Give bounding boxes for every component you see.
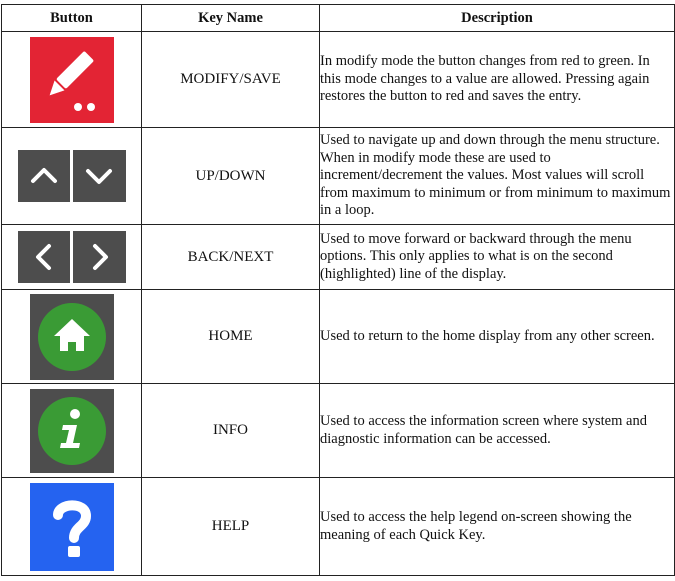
table-row: [2, 225, 675, 290]
table-row: [2, 290, 675, 384]
header-button: Button: [2, 5, 142, 32]
key-name-cell: HOME: [142, 290, 320, 384]
table-row: [2, 478, 675, 576]
description-cell: Used to access the information screen where system and diagnostic information can be accessed.: [320, 384, 675, 478]
quick-keys-table: [1, 4, 675, 576]
pencil-icon: [30, 37, 114, 123]
table-row: [2, 384, 675, 478]
description-cell: Used to move forward or backward through the menu options. This only applies to what is on the second (highlighted) line of the display.: [320, 225, 675, 290]
key-name-cell: MODIFY/SAVE: [142, 32, 320, 128]
up-down-chevron-icons: [18, 150, 126, 202]
button-cell: [2, 290, 142, 384]
table-row: [2, 32, 675, 128]
button-cell: [2, 225, 142, 290]
header-row: [2, 5, 675, 32]
key-name-cell: INFO: [142, 384, 320, 478]
button-cell: [2, 384, 142, 478]
button-cell: [2, 32, 142, 128]
description-cell: Used to return to the home display from any other screen.: [320, 290, 675, 384]
description-cell: Used to navigate up and down through the menu structure. When in modify mode these are used to increment/decrement the values. Most values will scroll from maximum to minimum or from minimum to maximum in a loop.: [320, 128, 675, 225]
header-key-name: Key Name: [142, 5, 320, 32]
info-icon: [30, 389, 114, 473]
home-icon: [30, 294, 114, 380]
description-cell: Used to access the help legend on-screen showing the meaning of each Quick Key.: [320, 478, 675, 576]
button-cell: [2, 128, 142, 225]
left-right-chevron-icons: [18, 231, 126, 283]
key-name-cell: HELP: [142, 478, 320, 576]
header-description: Description: [320, 5, 675, 32]
description-cell: In modify mode the button changes from red to green. In this mode changes to a value are allowed. Pressing again restores the button to red and saves the entry.: [320, 32, 675, 128]
key-name-cell: BACK/NEXT: [142, 225, 320, 290]
button-cell: [2, 478, 142, 576]
question-mark-icon: [30, 483, 114, 571]
table-row: [2, 128, 675, 225]
key-name-cell: UP/DOWN: [142, 128, 320, 225]
